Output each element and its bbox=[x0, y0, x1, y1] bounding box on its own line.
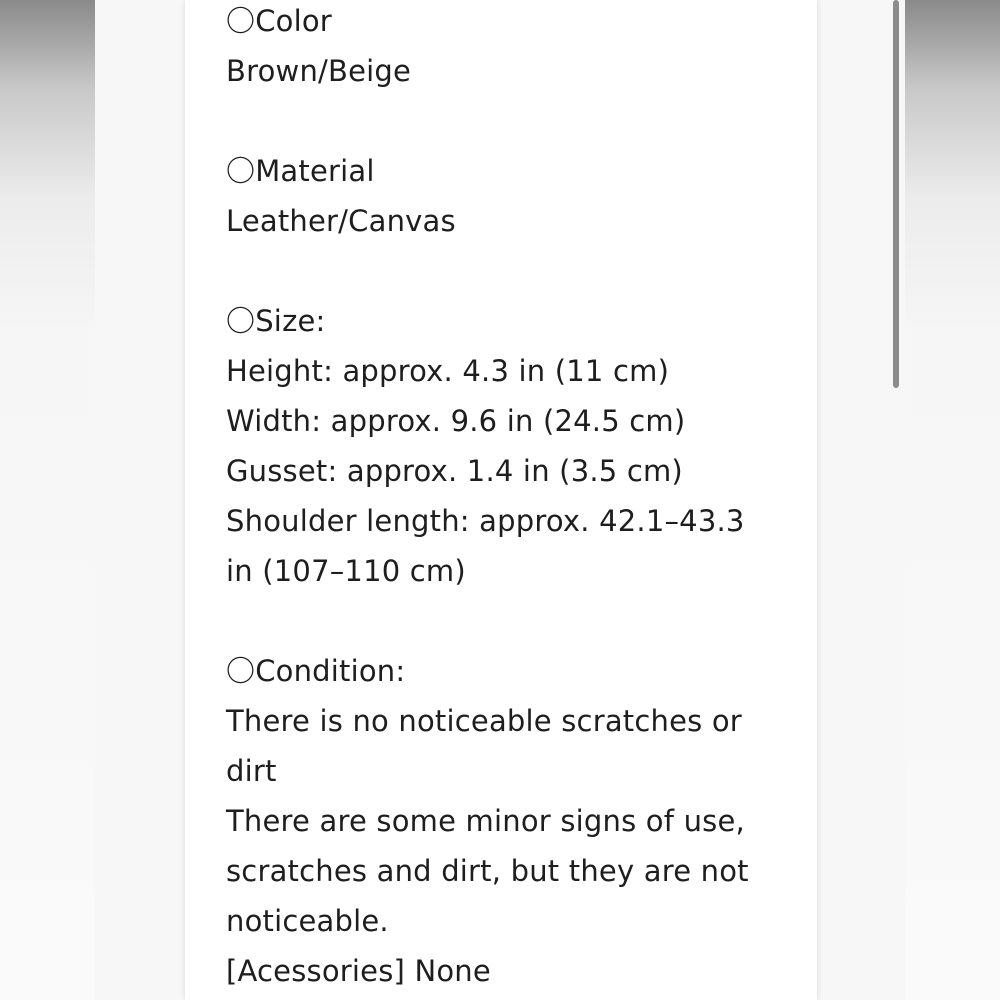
size-shoulder-length: Shoulder length: approx. 42.1–43.3 bbox=[226, 504, 745, 538]
material-section bbox=[226, 146, 786, 246]
material-value: Leather/Canvas bbox=[226, 204, 456, 238]
condition-line: noticeable. bbox=[226, 904, 389, 938]
color-heading: 〇Color bbox=[226, 4, 332, 38]
spacer bbox=[226, 246, 786, 296]
size-shoulder-length-cont: in (107–110 cm) bbox=[226, 554, 466, 588]
condition-line: dirt bbox=[226, 754, 277, 788]
condition-line: There are some minor signs of use, bbox=[226, 804, 745, 838]
size-gusset: Gusset: approx. 1.4 in (3.5 cm) bbox=[226, 454, 683, 488]
product-description bbox=[226, 0, 786, 996]
scrollbar-thumb[interactable] bbox=[893, 0, 899, 388]
size-width: Width: approx. 9.6 in (24.5 cm) bbox=[226, 404, 686, 438]
condition-line: There is no noticeable scratches or bbox=[226, 704, 742, 738]
spacer bbox=[226, 96, 786, 146]
size-heading: 〇Size: bbox=[226, 304, 326, 338]
color-value: Brown/Beige bbox=[226, 54, 412, 88]
background-left bbox=[0, 0, 95, 1000]
spacer bbox=[226, 596, 786, 646]
size-height: Height: approx. 4.3 in (11 cm) bbox=[226, 354, 670, 388]
material-heading: 〇Material bbox=[226, 154, 375, 188]
accessories-line: [Acessories] None bbox=[226, 954, 491, 988]
size-section bbox=[226, 296, 786, 596]
condition-line: scratches and dirt, but they are not bbox=[226, 854, 749, 888]
condition-section bbox=[226, 646, 786, 996]
background-right bbox=[905, 0, 1000, 1000]
condition-heading: 〇Condition: bbox=[226, 654, 406, 688]
color-section bbox=[226, 0, 786, 96]
